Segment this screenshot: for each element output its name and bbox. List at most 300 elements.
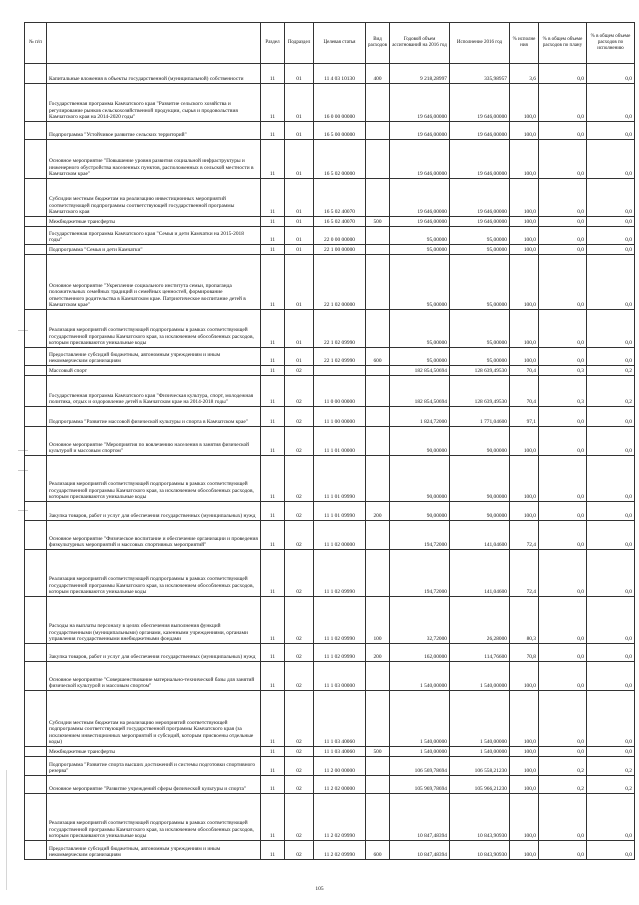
row-share-plan-cell: 0,2 (539, 757, 587, 776)
row-pct-cell: 100,0 (510, 691, 539, 747)
row-isp-cell: 106 558,21230 (450, 757, 510, 776)
row-share-isp-cell: 0,0 (587, 794, 635, 841)
row-podrazdel-cell: 02 (285, 521, 314, 550)
table-row (25, 227, 635, 245)
row-cs-cell: 16 0 00 00000 (314, 84, 366, 122)
row-plan-cell: 19 646,00000 (390, 140, 450, 179)
row-plan-cell: 182 854,50694 (390, 376, 450, 407)
row-isp-cell: 19 646,00000 (450, 179, 510, 217)
row-podrazdel-cell: 02 (285, 841, 314, 860)
row-cs-cell: 11 1 02 09990 (314, 644, 366, 662)
row-name-cell: Основное мероприятие "Развитие учреждений сферы физической культуры и спорта" (47, 776, 261, 794)
row-podrazdel-cell: 02 (285, 502, 314, 521)
row-vr-cell (366, 179, 390, 217)
row-share-plan-cell: 0,0 (539, 122, 587, 140)
row-plan-cell: 19 646,00000 (390, 84, 450, 122)
row-share-isp-cell: 0,0 (587, 122, 635, 140)
table-row (25, 550, 635, 597)
row-vr-cell (366, 407, 390, 427)
row-razdel-cell: 11 (261, 348, 285, 366)
table-row (25, 841, 635, 860)
row-isp-cell: 95,00000 (450, 310, 510, 348)
row-name-cell: Предоставление субсидий бюджетным, автономным учреждениям и иным некоммерческим организациям (47, 348, 261, 366)
row-share-plan-cell: 0,0 (539, 427, 587, 456)
row-share-plan-cell: 0,0 (539, 140, 587, 179)
table-row (25, 776, 635, 794)
table-row (25, 122, 635, 140)
row-share-plan-cell: 0,3 (539, 366, 587, 376)
row-podrazdel-cell: 01 (285, 64, 314, 84)
row-share-isp-cell: 0,0 (587, 502, 635, 521)
row-razdel-cell: 11 (261, 644, 285, 662)
row-share-isp-cell: 0,0 (587, 227, 635, 245)
row-isp-cell: 335,98957 (450, 64, 510, 84)
row-podrazdel-cell: 02 (285, 597, 314, 644)
row-isp-cell: 19 646,00000 (450, 122, 510, 140)
row-number-cell (25, 644, 47, 662)
row-name-cell: Основное мероприятие "Повышение уровня развития социальной инфраструктуры и инженерного обустройства населенных пунктов, расположенных в сельской местности в Камчатском крае" (47, 140, 261, 179)
row-name-cell: Массовый спорт (47, 366, 261, 376)
row-share-isp-cell: 0,2 (587, 376, 635, 407)
table-row (25, 348, 635, 366)
row-name-cell: Субсидии местным бюджетам на реализацию мероприятий соответствующей подпрограммы соответствующей государственной программы Камчатского края (за исключением инвестиционных мероприятий и субсидий, которым присвоены отдельные коды) (47, 691, 261, 747)
row-plan-cell: 95,00000 (390, 255, 450, 310)
budget-table (24, 22, 635, 860)
row-plan-cell: 95,00000 (390, 348, 450, 366)
table-row (25, 179, 635, 217)
row-number-cell (25, 456, 47, 502)
row-name-cell: Закупка товаров, работ и услуг для обеспечения государственных (муниципальных) нужд (47, 502, 261, 521)
row-razdel-cell: 11 (261, 502, 285, 521)
row-isp-cell: 128 639,49530 (450, 376, 510, 407)
row-isp-cell: 95,00000 (450, 255, 510, 310)
table-row (25, 456, 635, 502)
row-share-plan-cell: 0,0 (539, 597, 587, 644)
row-share-plan-cell: 0,2 (539, 776, 587, 794)
col-podrazdel-header: Подраздел (285, 23, 314, 64)
row-name-cell: Государственная программа Камчатского края "Физическая культура, спорт, молодежная политика, отдых и оздоровление детей в Камчатском крае на 2014-2018 годы" (47, 376, 261, 407)
row-podrazdel-cell: 02 (285, 644, 314, 662)
row-cs-cell: 22 0 00 00000 (314, 227, 366, 245)
row-plan-cell: 95,00000 (390, 227, 450, 245)
row-share-plan-cell: 0,0 (539, 550, 587, 597)
row-plan-cell: 1 540,00000 (390, 662, 450, 691)
row-vr-cell (366, 456, 390, 502)
row-name-cell: Реализация мероприятий соответствующей подпрограммы в рамках соответствующей государственной программы Камчатского края, за исключением обособленных расходов, которым присваиваются уникальные коды (47, 310, 261, 348)
row-isp-cell: 10 843,90930 (450, 794, 510, 841)
row-pct-cell: 100,0 (510, 310, 539, 348)
row-podrazdel-cell: 02 (285, 662, 314, 691)
row-podrazdel-cell: 01 (285, 310, 314, 348)
row-pct-cell: 70,4 (510, 366, 539, 376)
row-vr-cell: 600 (366, 348, 390, 366)
row-vr-cell: 200 (366, 644, 390, 662)
row-share-plan-cell: 0,0 (539, 179, 587, 217)
row-podrazdel-cell: 01 (285, 122, 314, 140)
row-cs-cell (314, 366, 366, 376)
row-plan-cell: 1 824,72000 (390, 407, 450, 427)
row-podrazdel-cell: 01 (285, 255, 314, 310)
row-share-plan-cell: 0,0 (539, 227, 587, 245)
row-share-isp-cell: 0,2 (587, 366, 635, 376)
row-plan-cell: 90,00000 (390, 456, 450, 502)
row-pct-cell: 97,1 (510, 407, 539, 427)
row-razdel-cell: 11 (261, 245, 285, 255)
row-name-cell: Подпрограмма "Семья и дети Камчатки" (47, 245, 261, 255)
table-row (25, 794, 635, 841)
row-cs-cell: 11 2 02 09990 (314, 841, 366, 860)
row-number-cell (25, 245, 47, 255)
row-razdel-cell: 11 (261, 427, 285, 456)
row-number-cell (25, 376, 47, 407)
row-name-cell: Капитальные вложения в объекты государственной (муниципальной) собственности (47, 64, 261, 84)
row-name-cell: Основное мероприятие "Физическое воспитание и обеспечение организации и проведения физкультурных мероприятий и массовых спортивных мероприятий" (47, 521, 261, 550)
row-isp-cell: 90,00000 (450, 502, 510, 521)
row-razdel-cell: 11 (261, 776, 285, 794)
row-isp-cell: 26,28000 (450, 597, 510, 644)
row-plan-cell: 106 569,78694 (390, 757, 450, 776)
row-vr-cell: 600 (366, 841, 390, 860)
row-number-cell (25, 841, 47, 860)
table-header-row (25, 23, 635, 64)
row-vr-cell: 500 (366, 747, 390, 757)
row-number-cell (25, 64, 47, 84)
row-plan-cell: 1 540,00000 (390, 691, 450, 747)
row-share-isp-cell: 0,0 (587, 245, 635, 255)
row-share-isp-cell: 0,0 (587, 841, 635, 860)
row-pct-cell: 80,3 (510, 597, 539, 644)
row-share-isp-cell: 0,0 (587, 348, 635, 366)
row-cs-cell: 11 1 03 40060 (314, 691, 366, 747)
row-vr-cell (366, 310, 390, 348)
row-razdel-cell: 11 (261, 757, 285, 776)
row-pct-cell: 100,0 (510, 348, 539, 366)
row-vr-cell: 400 (366, 64, 390, 84)
col-razdel-header: Раздел (261, 23, 285, 64)
row-cs-cell: 11 1 01 00000 (314, 427, 366, 456)
row-vr-cell (366, 662, 390, 691)
row-isp-cell: 19 646,00000 (450, 140, 510, 179)
col-name-header (47, 23, 261, 64)
row-razdel-cell: 11 (261, 521, 285, 550)
row-pct-cell: 100,0 (510, 794, 539, 841)
row-plan-cell: 194,72000 (390, 521, 450, 550)
row-razdel-cell: 11 (261, 550, 285, 597)
row-share-isp-cell: 0,0 (587, 691, 635, 747)
row-cs-cell: 11 2 02 00000 (314, 776, 366, 794)
row-isp-cell: 90,00000 (450, 456, 510, 502)
row-pct-cell: 100,0 (510, 122, 539, 140)
row-plan-cell: 19 646,00000 (390, 122, 450, 140)
row-name-cell: Межбюджетные трансферты (47, 217, 261, 227)
row-pct-cell: 70,8 (510, 644, 539, 662)
row-podrazdel-cell: 02 (285, 776, 314, 794)
table-row (25, 64, 635, 84)
table-row (25, 427, 635, 456)
row-share-isp-cell: 0,0 (587, 644, 635, 662)
row-cs-cell: 22 1 02 09990 (314, 348, 366, 366)
row-number-cell (25, 140, 47, 179)
row-razdel-cell: 11 (261, 747, 285, 757)
row-vr-cell (366, 122, 390, 140)
row-pct-cell: 100,0 (510, 747, 539, 757)
table-row (25, 407, 635, 427)
table-row (25, 245, 635, 255)
row-vr-cell (366, 84, 390, 122)
row-plan-cell: 1 540,00000 (390, 747, 450, 757)
row-share-isp-cell: 0,0 (587, 255, 635, 310)
row-pct-cell: 100,0 (510, 255, 539, 310)
row-podrazdel-cell: 02 (285, 427, 314, 456)
row-name-cell: Реализация мероприятий соответствующей подпрограммы в рамках соответствующей государственной программы Камчатского края, за исключением обособленных расходов, которым присваиваются уникальные коды (47, 550, 261, 597)
row-share-isp-cell: 0,0 (587, 747, 635, 757)
row-pct-cell: 100,0 (510, 456, 539, 502)
row-plan-cell: 90,00000 (390, 502, 450, 521)
row-podrazdel-cell: 02 (285, 366, 314, 376)
row-plan-cell: 95,00000 (390, 245, 450, 255)
row-podrazdel-cell: 02 (285, 407, 314, 427)
row-share-plan-cell: 0,0 (539, 502, 587, 521)
row-name-cell: Подпрограмма "Развитие спорта высших достижений и системы подготовки спортивного резерва" (47, 757, 261, 776)
col-share-isp-header: % в общем объеме расходов по исполнению (587, 23, 635, 64)
row-name-cell: Субсидии местным бюджетам на реализацию инвестиционных мероприятий соответствующей подпрограммы соответствующей государственной программы Камчатского края (47, 179, 261, 217)
row-plan-cell: 32,72000 (390, 597, 450, 644)
row-pct-cell: 100,0 (510, 217, 539, 227)
row-razdel-cell: 11 (261, 64, 285, 84)
row-podrazdel-cell: 02 (285, 550, 314, 597)
row-name-cell: Реализация мероприятий соответствующей подпрограммы в рамках соответствующей государственной программы Камчатского края, за исключением обособленных расходов, которым присваиваются уникальные коды (47, 456, 261, 502)
row-share-plan-cell: 0,0 (539, 217, 587, 227)
row-share-isp-cell: 0,0 (587, 84, 635, 122)
row-isp-cell: 19 646,00000 (450, 84, 510, 122)
col-share-plan-header: % в общем объеме расходов по плану (539, 23, 587, 64)
table-row (25, 255, 635, 310)
row-number-cell (25, 776, 47, 794)
row-podrazdel-cell: 02 (285, 794, 314, 841)
row-share-isp-cell: 0,2 (587, 776, 635, 794)
row-podrazdel-cell: 01 (285, 179, 314, 217)
row-vr-cell (366, 245, 390, 255)
row-pct-cell: 72,4 (510, 521, 539, 550)
table-row (25, 521, 635, 550)
row-share-isp-cell: 0,0 (587, 310, 635, 348)
row-podrazdel-cell: 02 (285, 757, 314, 776)
row-cs-cell: 11 1 01 09990 (314, 502, 366, 521)
row-razdel-cell: 11 (261, 227, 285, 245)
row-name-cell: Расходы на выплаты персоналу в целях обеспечения выполнения функций государственными (муниципальными) органами, казенными учреждениями, органами управления государственными внебюджетными фондами (47, 597, 261, 644)
row-pct-cell: 100,0 (510, 841, 539, 860)
row-podrazdel-cell: 01 (285, 348, 314, 366)
row-pct-cell: 100,0 (510, 179, 539, 217)
row-vr-cell (366, 255, 390, 310)
row-cs-cell: 11 1 01 09990 (314, 456, 366, 502)
row-vr-cell (366, 227, 390, 245)
row-isp-cell: 105 966,21230 (450, 776, 510, 794)
row-plan-cell: 10 847,48394 (390, 794, 450, 841)
row-number-cell (25, 122, 47, 140)
row-share-plan-cell: 0,0 (539, 84, 587, 122)
row-vr-cell (366, 794, 390, 841)
row-plan-cell: 95,00000 (390, 310, 450, 348)
row-pct-cell: 100,0 (510, 227, 539, 245)
row-razdel-cell: 11 (261, 255, 285, 310)
col-cs-header: Целевая статья (314, 23, 366, 64)
row-share-plan-cell: 0,0 (539, 644, 587, 662)
row-isp-cell: 1 540,00000 (450, 691, 510, 747)
row-share-isp-cell: 0,0 (587, 427, 635, 456)
row-share-isp-cell: 0,0 (587, 407, 635, 427)
row-podrazdel-cell: 01 (285, 84, 314, 122)
table-row (25, 502, 635, 521)
row-isp-cell: 95,00000 (450, 348, 510, 366)
row-number-cell (25, 255, 47, 310)
row-vr-cell (366, 691, 390, 747)
row-name-cell: Реализация мероприятий соответствующей подпрограммы в рамках соответствующей государственной программы Камчатского края, за исключением обособленных расходов, которым присваиваются уникальные коды (47, 794, 261, 841)
row-razdel-cell: 11 (261, 662, 285, 691)
col-pct-header: % исполне ния (510, 23, 539, 64)
row-isp-cell: 95,00000 (450, 245, 510, 255)
row-razdel-cell: 11 (261, 794, 285, 841)
row-isp-cell: 1 540,00000 (450, 662, 510, 691)
table-row (25, 757, 635, 776)
table-row (25, 217, 635, 227)
row-number-cell (25, 179, 47, 217)
table-row (25, 376, 635, 407)
row-pct-cell: 100,0 (510, 427, 539, 456)
table-row (25, 597, 635, 644)
row-cs-cell: 11 1 02 00000 (314, 521, 366, 550)
row-number-cell (25, 691, 47, 747)
row-pct-cell: 100,0 (510, 245, 539, 255)
row-name-cell: Основное мероприятие "Мероприятия по вовлечению населения в занятия физической культурой и массовым спортом" (47, 427, 261, 456)
row-name-cell: Предоставление субсидий бюджетным, автономным учреждениям и иным некоммерческим организациям (47, 841, 261, 860)
row-vr-cell: 500 (366, 217, 390, 227)
row-cs-cell: 11 2 02 09990 (314, 794, 366, 841)
row-cs-cell: 16 5 00 00000 (314, 122, 366, 140)
row-plan-cell: 194,72000 (390, 550, 450, 597)
row-number-cell (25, 310, 47, 348)
row-plan-cell: 105 969,78694 (390, 776, 450, 794)
row-share-isp-cell: 0,0 (587, 64, 635, 84)
row-plan-cell: 9 218,28997 (390, 64, 450, 84)
table-row (25, 747, 635, 757)
row-razdel-cell: 11 (261, 376, 285, 407)
row-cs-cell: 16 5 02 40070 (314, 179, 366, 217)
row-vr-cell (366, 376, 390, 407)
row-share-plan-cell: 0,0 (539, 662, 587, 691)
row-cs-cell: 16 5 02 00000 (314, 140, 366, 179)
row-share-isp-cell: 0,0 (587, 597, 635, 644)
col-num-header: № п/п (25, 23, 47, 64)
row-share-isp-cell: 0,0 (587, 179, 635, 217)
col-isp-header: Исполнение 2016 год (450, 23, 510, 64)
row-share-isp-cell: 0,0 (587, 550, 635, 597)
row-number-cell (25, 521, 47, 550)
table-row (25, 366, 635, 376)
row-cs-cell: 11 1 02 09990 (314, 597, 366, 644)
row-isp-cell: 19 646,00000 (450, 217, 510, 227)
row-number-cell (25, 427, 47, 456)
row-podrazdel-cell: 01 (285, 140, 314, 179)
row-podrazdel-cell: 02 (285, 376, 314, 407)
row-podrazdel-cell: 01 (285, 245, 314, 255)
row-plan-cell: 182 854,50694 (390, 366, 450, 376)
row-share-plan-cell: 0,0 (539, 747, 587, 757)
row-pct-cell: 100,0 (510, 502, 539, 521)
row-number-cell (25, 217, 47, 227)
row-share-plan-cell: 0,0 (539, 245, 587, 255)
row-share-plan-cell: 0,0 (539, 841, 587, 860)
row-isp-cell: 10 843,90930 (450, 841, 510, 860)
row-isp-cell: 141,04600 (450, 521, 510, 550)
row-isp-cell: 1 771,04600 (450, 407, 510, 427)
row-pct-cell: 100,0 (510, 757, 539, 776)
row-name-cell: Подпрограмма "Развитие массовой физической культуры и спорта в Камчатском крае" (47, 407, 261, 427)
row-razdel-cell: 11 (261, 366, 285, 376)
row-plan-cell: 162,00000 (390, 644, 450, 662)
col-vr-header: Вид расходов (366, 23, 390, 64)
row-number-cell (25, 757, 47, 776)
row-name-cell: Основное мероприятие "Укрепление социального института семьи, пропаганда положительных семейных традиций и семейных ценностей, формирование ответственного родительства в Камчатском крае. Патриотическое воспитание детей в Камчатском крае" (47, 255, 261, 310)
table-row (25, 644, 635, 662)
row-cs-cell: 22 1 02 00000 (314, 255, 366, 310)
row-cs-cell: 11 0 00 00000 (314, 376, 366, 407)
row-number-cell (25, 747, 47, 757)
row-razdel-cell: 11 (261, 84, 285, 122)
row-plan-cell: 19 646,00000 (390, 179, 450, 217)
row-share-plan-cell: 0,0 (539, 64, 587, 84)
row-share-isp-cell: 0,0 (587, 140, 635, 179)
row-number-cell (25, 407, 47, 427)
scan-line (6, 770, 7, 890)
row-isp-cell: 95,00000 (450, 227, 510, 245)
row-share-plan-cell: 0,0 (539, 407, 587, 427)
row-podrazdel-cell: 02 (285, 747, 314, 757)
table-row (25, 84, 635, 122)
row-cs-cell: 11 4 03 10130 (314, 64, 366, 84)
row-vr-cell (366, 366, 390, 376)
row-cs-cell: 16 5 02 40070 (314, 217, 366, 227)
row-podrazdel-cell: 02 (285, 456, 314, 502)
row-pct-cell: 100,0 (510, 84, 539, 122)
row-razdel-cell: 11 (261, 122, 285, 140)
col-plan-header: Годовой объем ассигнований на 2016 год (390, 23, 450, 64)
table-row (25, 691, 635, 747)
row-share-plan-cell: 0,0 (539, 521, 587, 550)
row-share-plan-cell: 0,0 (539, 255, 587, 310)
row-number-cell (25, 84, 47, 122)
row-name-cell: Основное мероприятие "Совершенствование материально-технической базы для занятий физической культурой и массовым спортом" (47, 662, 261, 691)
row-plan-cell: 90,00000 (390, 427, 450, 456)
row-razdel-cell: 11 (261, 456, 285, 502)
row-pct-cell: 100,0 (510, 662, 539, 691)
row-podrazdel-cell: 01 (285, 227, 314, 245)
row-name-cell: Государственная программа Камчатского края "Семья и дети Камчатки на 2015-2018 годы" (47, 227, 261, 245)
table-row (25, 310, 635, 348)
row-pct-cell: 100,0 (510, 776, 539, 794)
row-razdel-cell: 11 (261, 140, 285, 179)
row-name-cell: Межбюджетные трансферты (47, 747, 261, 757)
table-row (25, 140, 635, 179)
row-vr-cell (366, 776, 390, 794)
row-cs-cell: 11 2 00 00000 (314, 757, 366, 776)
row-number-cell (25, 366, 47, 376)
row-cs-cell: 11 1 02 09990 (314, 550, 366, 597)
row-plan-cell: 19 646,00000 (390, 217, 450, 227)
row-name-cell: Подпрограмма "Устойчивое развитие сельских территорий" (47, 122, 261, 140)
row-cs-cell: 11 1 03 00000 (314, 662, 366, 691)
row-isp-cell: 114,76600 (450, 644, 510, 662)
